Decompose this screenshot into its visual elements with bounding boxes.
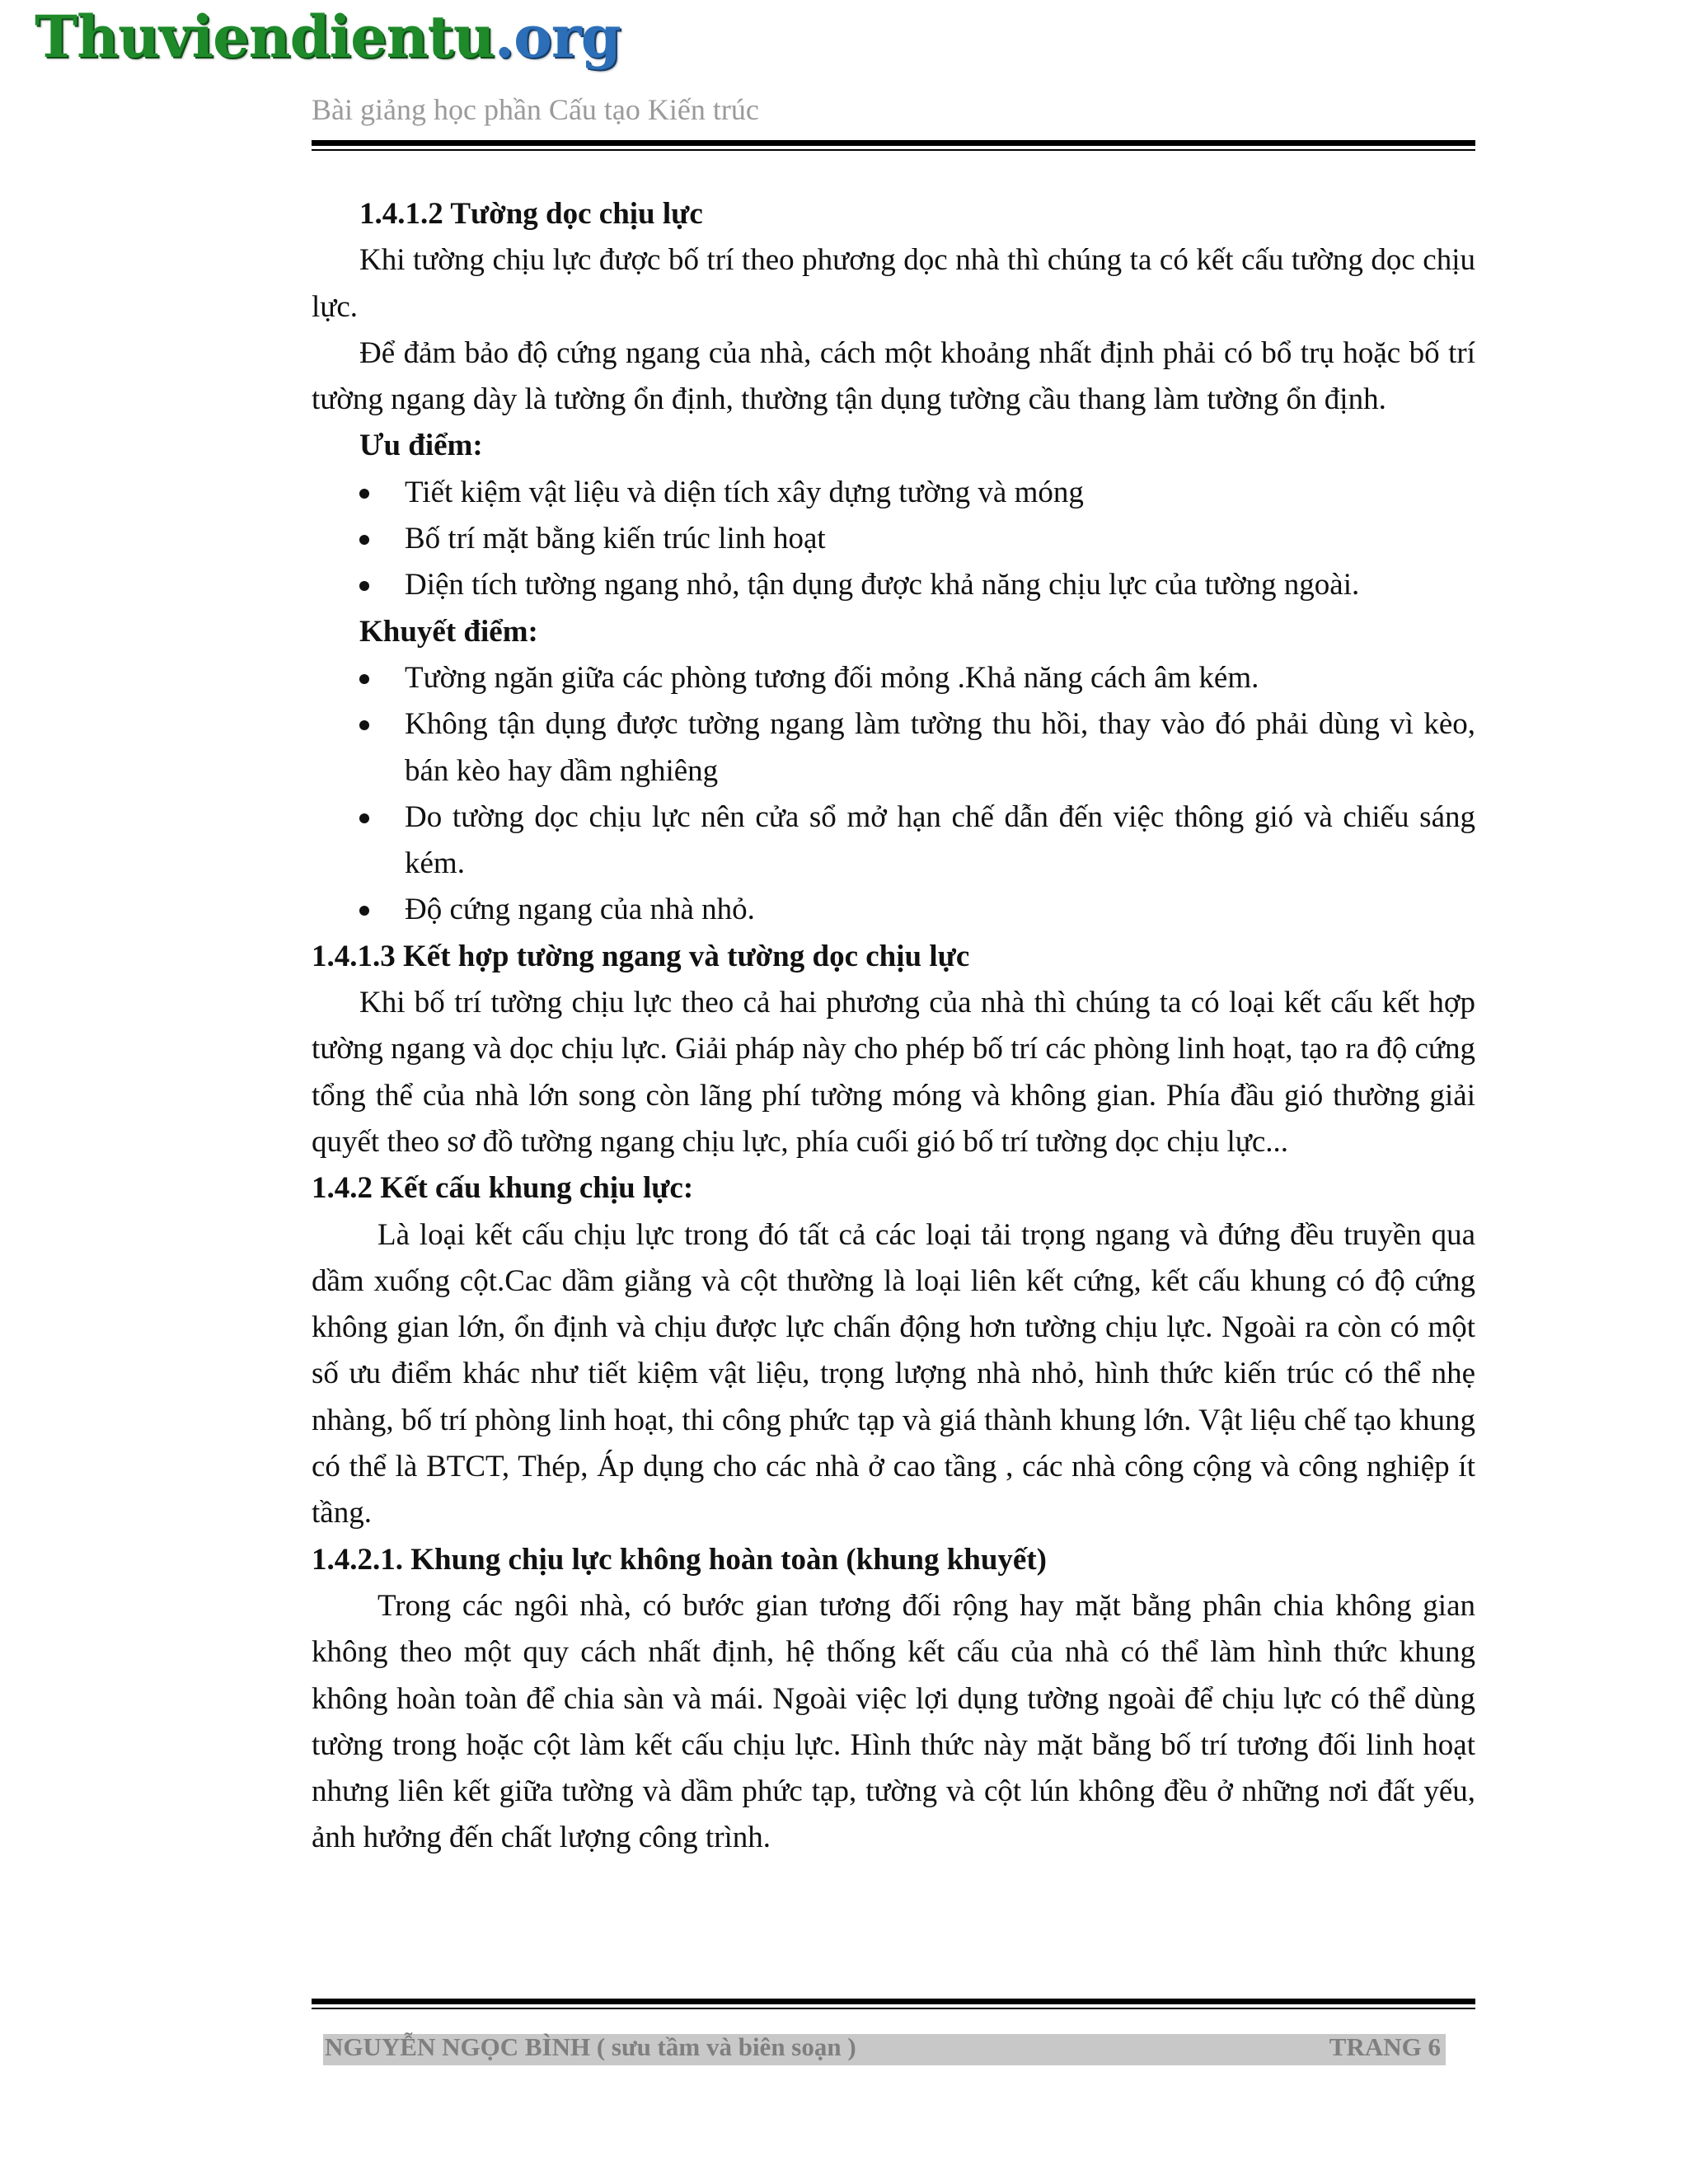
- paragraph: Để đảm bảo độ cứng ngang của nhà, cách một khoảng nhất định phải có bổ trụ hoặc bố trí tường ngang dày là tường ổn định, thường tận dụng tường cầu thang làm tường ổn định.: [312, 335, 1475, 417]
- header-rule-thin: [312, 149, 1475, 151]
- list-item: Tường ngăn giữa các phòng tương đối mỏng .Khả năng cách âm kém.: [312, 655, 1475, 701]
- site-logo: [35, 2, 621, 71]
- paragraph: Là loại kết cấu chịu lực trong đó tất cả các loại tải trọng ngang và đứng đều truyền qua dầm xuống cột.Cac dầm giằng và cột thường là loại liên kết cứng, kết cấu khung có độ cứng không gian lớn, ổn định và chịu được lực chấn động hơn tường chịu lực. Ngoài ra còn có một số ưu điểm khác như tiết kiệm vật liệu, trọng lượng nhà nhỏ, hình thức kiến trúc có thể nhẹ nhàng, bố trí phòng linh hoạt, thi công phức tạp và giá thành khung lớn. Vật liệu chế tạo khung có thể là BTCT, Thép, Áp dụng cho các nhà ở cao tầng , các nhà công cộng và công nghiệp ít tầng.: [312, 1217, 1475, 1530]
- page-body: [312, 191, 1475, 1862]
- advantages-list: [312, 470, 1475, 609]
- list-item: Diện tích tường ngang nhỏ, tận dụng được khả năng chịu lực của tường ngoài.: [312, 562, 1475, 608]
- footer-author: NGUYỄN NGỌC BÌNH ( sưu tầm và biên soạn ): [325, 2032, 856, 2061]
- disadvantages-label: Khuyết điểm:: [359, 614, 538, 649]
- list-item: Do tường dọc chịu lực nên cửa sổ mở hạn chế dẫn đến việc thông gió và chiếu sáng kém.: [312, 794, 1475, 888]
- course-subtitle: Bài giảng học phần Cấu tạo Kiến trúc: [312, 93, 759, 126]
- section-heading-1412: 1.4.1.2 Tường dọc chịu lực: [359, 197, 703, 231]
- advantages-label: Ưu điểm:: [359, 429, 483, 463]
- header-rule-thick: [312, 140, 1475, 146]
- footer-rule-thin: [312, 2008, 1475, 2009]
- paragraph: Khi bố trí tường chịu lực theo cả hai phương của nhà thì chúng ta có loại kết cấu kết hợp tường ngang và dọc chịu lực. Giải pháp này cho phép bố trí các phòng linh hoạt, tạo ra độ cứng tổng thể của nhà lớn song còn lãng phí tường móng và không gian. Phía đầu gió thường giải quyết theo sơ đồ tường ngang chịu lực, phía cuối gió bố trí tường dọc chịu lực...: [312, 986, 1475, 1159]
- disadvantages-list: [312, 655, 1475, 934]
- section-heading-1413: 1.4.1.3 Kết hợp tường ngang và tường dọc chịu lực: [312, 939, 970, 973]
- logo-text-main: Thuviendientu: [35, 2, 495, 71]
- paragraph: Trong các ngôi nhà, có bước gian tương đối rộng hay mặt bằng phân chia không gian không theo một quy cách nhất định, hệ thống kết cấu của nhà có thể làm hình thức khung không hoàn toàn để chia sàn và mái. Ngoài việc lợi dụng tường ngoài để chịu lực có thể dùng tường trong hoặc cột làm kết cấu chịu lực. Hình thức này mặt bằng bố trí tương đối linh hoạt nhưng liên kết giữa tường và dầm phức tạp, tường và cột lún không đều ở những nơi đất yếu, ảnh hưởng đến chất lượng công trình.: [312, 1588, 1475, 1855]
- logo-text-domain: .org: [494, 2, 621, 71]
- section-heading-142: 1.4.2 Kết cấu khung chịu lực:: [312, 1171, 694, 1206]
- list-item: Bố trí mặt bằng kiến trúc linh hoạt: [312, 516, 1475, 562]
- section-heading-1421: 1.4.2.1. Khung chịu lực không hoàn toàn (khung khuyết): [312, 1542, 1047, 1577]
- list-item: Độ cứng ngang của nhà nhỏ.: [312, 887, 1475, 933]
- paragraph: Khi tường chịu lực được bố trí theo phương dọc nhà thì chúng ta có kết cấu tường dọc chịu lực.: [312, 243, 1475, 324]
- footer-rule-thick: [312, 1999, 1475, 2004]
- list-item: Không tận dụng được tường ngang làm tường thu hồi, thay vào đó phải dùng vì kèo, bán kèo hay dầm nghiêng: [312, 701, 1475, 794]
- page-number: TRANG 6: [1329, 2032, 1441, 2061]
- list-item: Tiết kiệm vật liệu và diện tích xây dựng tường và móng: [312, 470, 1475, 516]
